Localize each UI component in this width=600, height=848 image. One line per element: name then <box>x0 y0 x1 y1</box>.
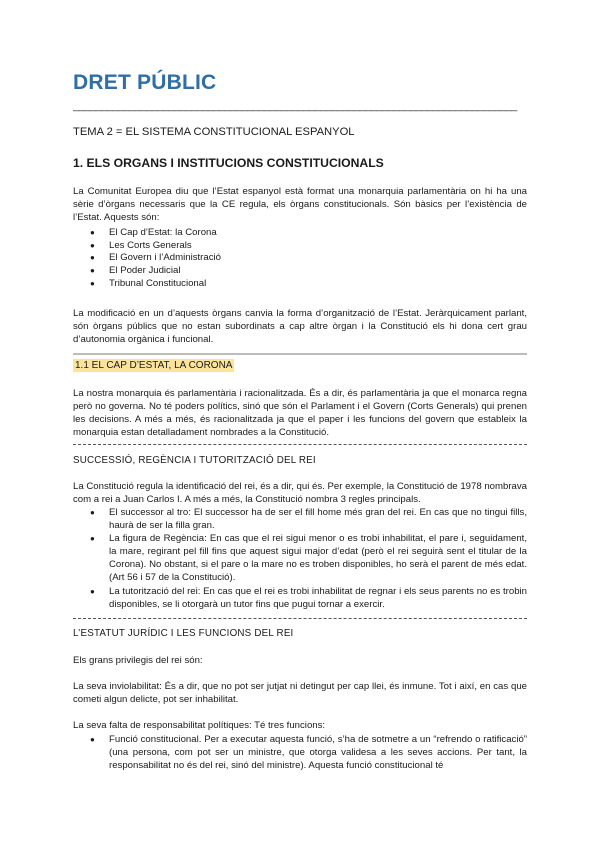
list-item: ● Les Corts Generals <box>90 239 192 251</box>
list-item: ● La tutorització del rei: En cas que el rei es trobi inhabilitat de regnar i els seus parents no es trobin disponibles, se li otorgarà un tutor fins que pugui tornar a exercir. <box>90 585 527 610</box>
regles-list <box>73 506 527 611</box>
bullet-icon: ● <box>90 228 95 237</box>
subsection-heading-successio: SUCCESSIÓ, REGÈNCIA I TUTORITZACIÓ DEL REI <box>73 455 316 466</box>
inviolabilitat-paragraph: La seva inviolabilitat: És a dir, que no pot ser jutjat ni detingut per cap llei, és inmune. Tot i així, en cas que cometi algun delicte, pot ser inhabilitat. <box>73 681 527 706</box>
list-item: ● La figura de Regència: En cas que el rei sigui menor o es trobi inhabilitat, el pare i, seguidament, la mare, regirant pel fill fins que aquest sigui major d’edat (però el rei seguirà sent el titular de la Corona). No obstant, si el pare o la mare no es troben disponibles, ho serà el parent de més edat. (Art 56 i 57 de la Constitució). <box>90 533 527 584</box>
bullet-icon: ● <box>90 278 95 288</box>
funcions-list <box>73 733 527 772</box>
list-item: ● Tribunal Constitucional <box>90 277 207 289</box>
bullet-icon: ● <box>90 534 95 544</box>
list-item: ● El Cap d’Estat: la Corona <box>90 227 217 238</box>
section-heading: 1. ELS ORGANS I INSTITUCIONS CONSTITUCIONALS <box>73 156 384 170</box>
list-item: ● Funció constitucional. Per a executar aquesta funció, s’ha de sotmetre a un “refrendo o ratificació” (una persona, com pot ser un ministre, que otorga validesa a les seves accions. Per tant, la responsabilitat no és del rei, sinó del ministre). Aquesta funció constitucional té <box>90 734 527 772</box>
bullet-icon: ● <box>90 240 95 250</box>
responsabilitat-paragraph: La seva falta de responsabilitat polítiques: Té tres funcions: <box>73 720 326 731</box>
privilegis-paragraph: Els grans privilegis del rei són: <box>73 655 203 666</box>
subsection-heading-corona: 1.1 EL CAP D’ESTAT, LA CORONA <box>75 360 233 371</box>
constitucio-paragraph: La Constitució regula la identificació del rei, és a dir, qui és. Per exemple, la Constitució de 1978 nombrava com a rei a Juan Carlos I. A més a més, la Constitució nombra 3 regles principals. <box>73 481 527 506</box>
bullet-icon: ● <box>90 253 95 263</box>
bullet-icon: ● <box>90 266 95 276</box>
list-item: ● El Govern i l’Administració <box>90 252 221 264</box>
subsection-heading-estatut: L’ESTATUT JURÍDIC I LES FUNCIONS DEL REI <box>73 628 294 639</box>
title-underline: _______________________________________________________________________________ <box>73 100 517 112</box>
dashed-divider <box>73 618 527 619</box>
bullet-icon: ● <box>90 586 95 596</box>
tema-heading: TEMA 2 = EL SISTEMA CONSTITUCIONAL ESPANYOL <box>73 126 355 138</box>
document-title: DRET PÚBLIC <box>73 71 217 94</box>
bullet-icon: ● <box>90 735 95 744</box>
list-item: ● El successor al tro: El successor ha de ser el fill home més gran del rei. En cas que no tingui fills, haurà de ser la filla gran. <box>90 507 527 532</box>
organs-list <box>73 227 527 291</box>
section-divider <box>73 353 527 355</box>
monarquia-paragraph: La nostra monarquia és parlamentària i racionalitzada. És a dir, és parlamentària ja que el monarca regna però no governa. No té poders polítics, sinó que són el Parlament i el Govern (Corts Generals) qui prenen les decisions. A més a més, és racionalitzada ja que el paper i les funcions del govern que estableix la monarquia estan detalladament nombrades a la Constitució. <box>73 388 527 439</box>
modificacio-paragraph: La modificació en un d’aquests òrgans canvia la forma d’organització de l’Estat. Jeràrquicament parlant, són òrgans públics que no estan subordinats a cap altre òrgan i la Constitució els hi dona cert grau d’autonomia orgànica i funcional. <box>73 308 527 346</box>
dashed-divider <box>73 444 527 445</box>
intro-paragraph: La Comunitat Europea diu que l’Estat espanyol està format una monarquia parlamentària on hi ha una sèrie d’òrgans necessaris que la CE regula, els òrgans constitucionals. Són bàsics per l’existència de l’Estat. Aquests són: <box>73 186 527 224</box>
bullet-icon: ● <box>90 508 95 517</box>
list-item: ● El Poder Judicial <box>90 265 181 277</box>
